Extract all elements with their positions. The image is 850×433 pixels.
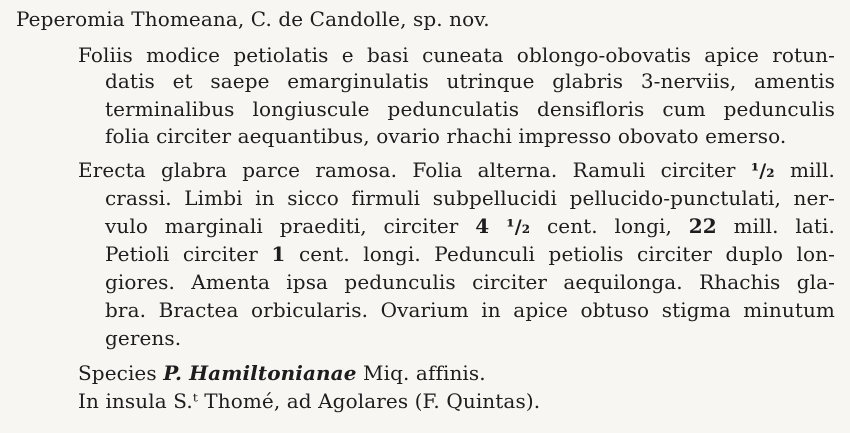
description-line: crassi. Limbi in sicco firmuli subpellucidi pellucido-punctulati, ner- (105, 186, 835, 210)
fraction-text: ¹/₂ (750, 160, 775, 182)
diagnosis-line: datis et saepe emarginulatis utrinque glabris 3-nerviis, amentis (105, 69, 835, 93)
locality-line: In insula S.ᵗ Thomé, ad Agolares (F. Quintas). (78, 389, 541, 413)
species-name-italic: P. Hamiltonianae (163, 361, 357, 385)
diagnosis-line: folia circiter aequantibus, ovario rhachi impresso obovato emerso. (105, 124, 787, 148)
description-line: bra. Bractea orbicularis. Ovarium in apice obtuso stigma minutum (105, 298, 835, 322)
diagnosis-line: terminalibus longiuscule pedunculatis densifloris cum pedunculis (105, 97, 835, 121)
fraction-text: ¹/₂ (489, 216, 531, 238)
description-text: cent. longi. Pedunculi petiolis circiter duplo lon- (285, 242, 835, 266)
number-text: 4 (475, 214, 490, 238)
description-line (105, 241, 835, 267)
affinity-text: Species (78, 361, 164, 385)
affinity-line (78, 360, 486, 386)
affinity-text: Miq. affinis. (356, 361, 486, 385)
description-text: Petioli circiter (105, 242, 272, 266)
description-line (105, 213, 835, 240)
species-heading: Peperomia Thomeana, C. de Candolle, sp. nov. (16, 7, 490, 31)
description-line: giores. Amenta ipsa pedunculis circiter aequilonga. Rhachis gla- (105, 270, 835, 294)
description-text: mill. (774, 158, 835, 182)
number-text: 1 (271, 242, 286, 266)
number-text: 22 (688, 214, 717, 238)
description-text: mill. lati. (716, 214, 835, 238)
description-text: Erecta glabra parce ramosa. Folia alterna. Ramuli circiter (78, 158, 751, 182)
description-line (78, 157, 835, 184)
description-line: gerens. (105, 326, 182, 350)
diagnosis-line: Foliis modice petiolatis e basi cuneata oblongo-obovatis apice rotun- (78, 43, 835, 67)
description-text: vulo marginali praediti, circiter (105, 214, 476, 238)
description-text: cent. longi, (530, 214, 689, 238)
